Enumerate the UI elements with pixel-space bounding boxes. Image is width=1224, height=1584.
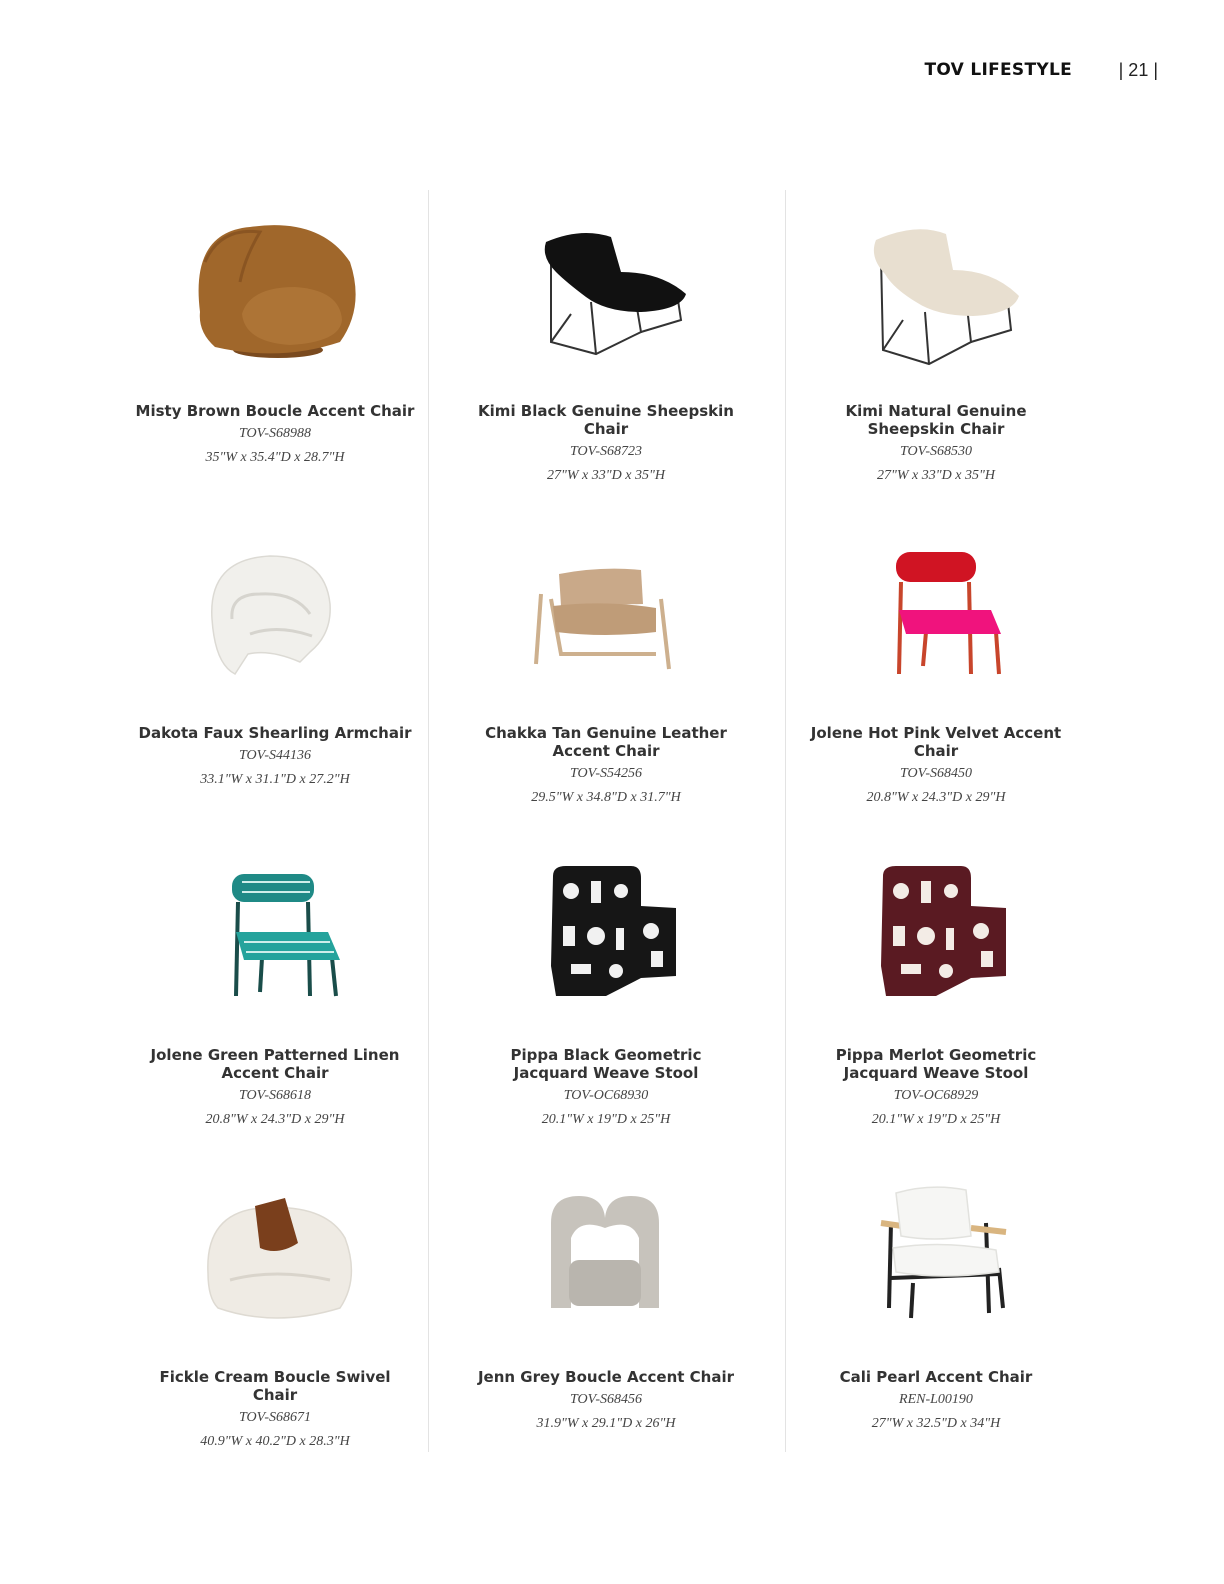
- product-sku: TOV-S54256: [569, 766, 643, 781]
- product-sku: TOV-S68456: [569, 1392, 643, 1407]
- jacquard-stool-icon: [491, 846, 721, 1016]
- product-dimensions: 40.9"W x 40.2"D x 28.3"H: [200, 1434, 350, 1449]
- product-grid: [110, 190, 1114, 1452]
- product-name: Fickle Cream Boucle Swivel Chair: [159, 1368, 391, 1404]
- product-sku: TOV-S68618: [238, 1088, 312, 1103]
- product-card: [771, 834, 1101, 1144]
- product-sku: TOV-S68671: [238, 1410, 312, 1425]
- arched-boucle-chair-icon: [491, 1168, 721, 1338]
- product-dimensions: 33.1"W x 31.1"D x 27.2"H: [200, 772, 350, 787]
- product-name: Jolene Green Patterned Linen Accent Chair: [150, 1046, 400, 1082]
- product-dimensions: 35"W x 35.4"D x 28.7"H: [205, 450, 345, 465]
- product-name: Chakka Tan Genuine Leather Accent Chair: [485, 724, 727, 760]
- patterned-dining-chair-icon: [160, 846, 390, 1016]
- product-card: [110, 834, 440, 1144]
- swivel-boucle-chair-icon: [160, 1168, 390, 1338]
- jacquard-stool-icon: [821, 846, 1051, 1016]
- product-sku: TOV-OC68929: [893, 1088, 979, 1103]
- product-dimensions: 31.9"W x 29.1"D x 26"H: [536, 1416, 676, 1431]
- product-sku: TOV-S68723: [569, 444, 643, 459]
- cushioned-metal-chair-icon: [821, 1168, 1051, 1338]
- product-card: [441, 190, 771, 500]
- product-dimensions: 27"W x 33"D x 35"H: [877, 468, 995, 483]
- product-name: Dakota Faux Shearling Armchair: [138, 724, 412, 742]
- product-dimensions: 20.1"W x 19"D x 25"H: [871, 1112, 1001, 1127]
- page-number: | 21 |: [1118, 60, 1158, 80]
- leather-lounge-chair-icon: [491, 524, 721, 694]
- product-sku: TOV-S44136: [238, 748, 312, 763]
- product-dimensions: 20.1"W x 19"D x 25"H: [541, 1112, 671, 1127]
- shearling-barrel-chair-icon: [160, 524, 390, 694]
- product-name: Cali Pearl Accent Chair: [839, 1368, 1033, 1386]
- product-sku: TOV-S68450: [899, 766, 973, 781]
- product-sku: REN-L00190: [899, 1392, 973, 1407]
- sheepskin-sling-chair-icon: [821, 202, 1051, 372]
- sheepskin-sling-chair-icon: [491, 202, 721, 372]
- product-card: [771, 190, 1101, 500]
- product-card: [771, 512, 1101, 822]
- product-dimensions: 20.8"W x 24.3"D x 29"H: [866, 790, 1006, 805]
- brand-title: TOV LIFESTYLE: [924, 60, 1072, 80]
- product-dimensions: 27"W x 33"D x 35"H: [547, 468, 665, 483]
- product-card: [110, 190, 440, 500]
- velvet-dining-chair-icon: [821, 524, 1051, 694]
- product-card: [110, 1156, 440, 1466]
- product-card: [441, 1156, 771, 1466]
- product-card: [441, 834, 771, 1144]
- boucle-round-chair-icon: [160, 202, 390, 372]
- product-name: Kimi Black Genuine Sheepskin Chair: [478, 402, 734, 438]
- product-sku: TOV-S68988: [238, 426, 312, 441]
- product-sku: TOV-S68530: [899, 444, 973, 459]
- product-name: Pippa Black Geometric Jacquard Weave Stool: [510, 1046, 702, 1082]
- product-dimensions: 20.8"W x 24.3"D x 29"H: [205, 1112, 345, 1127]
- product-name: Misty Brown Boucle Accent Chair: [135, 402, 415, 420]
- product-name: Jolene Hot Pink Velvet Accent Chair: [810, 724, 1062, 760]
- product-dimensions: 29.5"W x 34.8"D x 31.7"H: [531, 790, 681, 805]
- product-sku: TOV-OC68930: [563, 1088, 649, 1103]
- product-name: Kimi Natural Genuine Sheepskin Chair: [845, 402, 1027, 438]
- product-name: Jenn Grey Boucle Accent Chair: [477, 1368, 735, 1386]
- product-dimensions: 27"W x 32.5"D x 34"H: [871, 1416, 1001, 1431]
- product-card: [771, 1156, 1101, 1466]
- product-card: [110, 512, 440, 822]
- product-card: [441, 512, 771, 822]
- product-name: Pippa Merlot Geometric Jacquard Weave Stool: [835, 1046, 1037, 1082]
- page-header: [0, 60, 1224, 84]
